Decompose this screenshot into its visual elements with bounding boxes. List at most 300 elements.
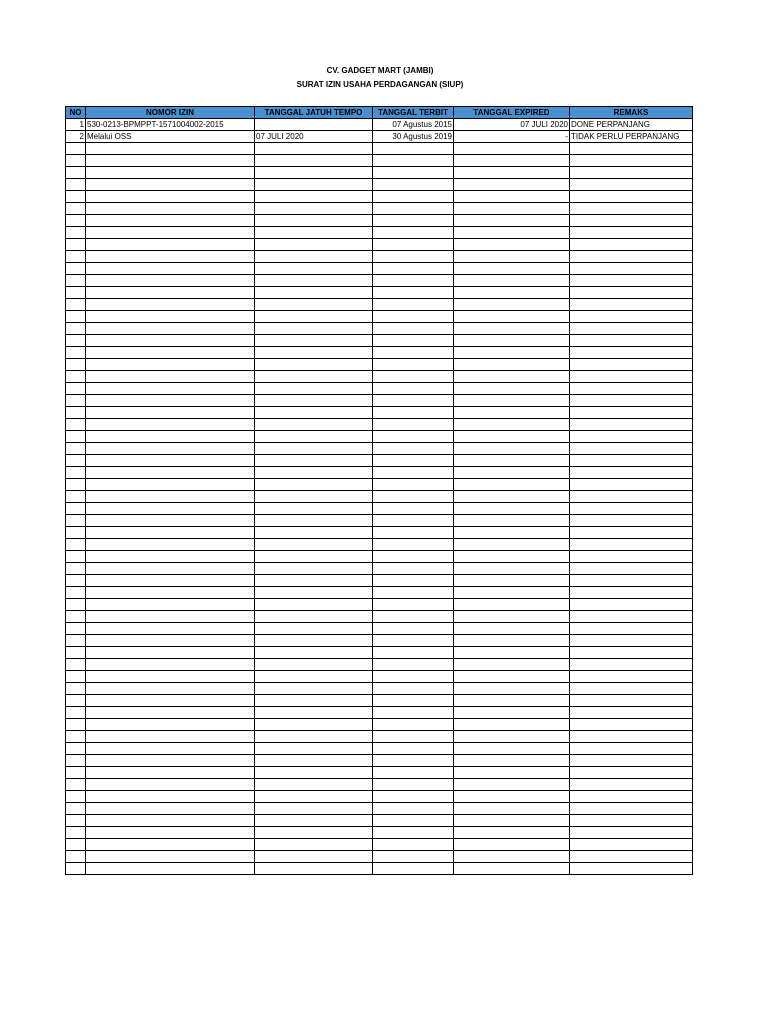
empty-cell xyxy=(454,635,570,647)
empty-row xyxy=(66,671,693,683)
empty-row xyxy=(66,407,693,419)
empty-cell xyxy=(66,179,86,191)
empty-cell xyxy=(373,215,454,227)
empty-cell xyxy=(454,239,570,251)
empty-cell xyxy=(570,527,693,539)
empty-cell xyxy=(86,767,255,779)
empty-cell xyxy=(373,743,454,755)
empty-row xyxy=(66,299,693,311)
empty-cell xyxy=(570,455,693,467)
empty-cell xyxy=(373,359,454,371)
empty-row xyxy=(66,719,693,731)
empty-cell xyxy=(255,335,373,347)
empty-cell xyxy=(66,611,86,623)
empty-cell xyxy=(570,167,693,179)
empty-cell xyxy=(454,671,570,683)
empty-row xyxy=(66,359,693,371)
empty-cell xyxy=(66,491,86,503)
empty-row xyxy=(66,371,693,383)
empty-cell xyxy=(373,839,454,851)
empty-cell xyxy=(86,383,255,395)
empty-cell xyxy=(66,647,86,659)
empty-cell xyxy=(373,275,454,287)
cell-no: 2 xyxy=(66,131,86,143)
empty-cell xyxy=(86,419,255,431)
empty-cell xyxy=(255,503,373,515)
empty-row xyxy=(66,455,693,467)
empty-cell xyxy=(454,323,570,335)
empty-cell xyxy=(373,323,454,335)
empty-cell xyxy=(66,731,86,743)
table-row xyxy=(66,119,693,131)
empty-cell xyxy=(570,263,693,275)
empty-row xyxy=(66,587,693,599)
empty-cell xyxy=(570,707,693,719)
empty-cell xyxy=(570,323,693,335)
header-tanggal-jatuh-tempo: TANGGAL JATUH TEMPO xyxy=(255,107,373,119)
empty-cell xyxy=(86,695,255,707)
empty-row xyxy=(66,515,693,527)
empty-cell xyxy=(66,803,86,815)
empty-cell xyxy=(373,383,454,395)
empty-cell xyxy=(86,347,255,359)
empty-cell xyxy=(86,839,255,851)
empty-cell xyxy=(255,287,373,299)
empty-cell xyxy=(255,611,373,623)
cell-remaks: DONE PERPANJANG xyxy=(570,119,693,131)
empty-cell xyxy=(255,215,373,227)
empty-cell xyxy=(373,539,454,551)
empty-cell xyxy=(373,647,454,659)
empty-cell xyxy=(373,803,454,815)
empty-row xyxy=(66,347,693,359)
empty-cell xyxy=(454,275,570,287)
empty-cell xyxy=(454,287,570,299)
empty-cell xyxy=(255,623,373,635)
empty-cell xyxy=(373,707,454,719)
empty-cell xyxy=(373,671,454,683)
empty-cell xyxy=(570,491,693,503)
empty-row xyxy=(66,563,693,575)
empty-cell xyxy=(86,575,255,587)
empty-cell xyxy=(570,695,693,707)
empty-cell xyxy=(373,851,454,863)
empty-cell xyxy=(454,755,570,767)
empty-cell xyxy=(373,395,454,407)
empty-cell xyxy=(86,311,255,323)
empty-cell xyxy=(570,383,693,395)
empty-cell xyxy=(454,395,570,407)
empty-cell xyxy=(255,239,373,251)
empty-cell xyxy=(454,863,570,875)
cell-tanggal-jatuh-tempo xyxy=(255,119,373,131)
empty-row xyxy=(66,647,693,659)
empty-cell xyxy=(570,275,693,287)
header-tanggal-expired: TANGGAL EXPIRED xyxy=(454,107,570,119)
empty-cell xyxy=(255,191,373,203)
empty-cell xyxy=(86,719,255,731)
empty-cell xyxy=(66,599,86,611)
empty-row xyxy=(66,551,693,563)
empty-cell xyxy=(373,683,454,695)
empty-cell xyxy=(66,659,86,671)
empty-cell xyxy=(86,335,255,347)
empty-cell xyxy=(373,815,454,827)
empty-row xyxy=(66,395,693,407)
empty-cell xyxy=(66,323,86,335)
empty-cell xyxy=(454,479,570,491)
empty-cell xyxy=(86,659,255,671)
empty-cell xyxy=(570,515,693,527)
empty-cell xyxy=(570,671,693,683)
empty-cell xyxy=(255,647,373,659)
empty-cell xyxy=(454,695,570,707)
empty-row xyxy=(66,419,693,431)
empty-cell xyxy=(255,359,373,371)
empty-cell xyxy=(86,851,255,863)
empty-cell xyxy=(66,527,86,539)
empty-row xyxy=(66,815,693,827)
empty-row xyxy=(66,503,693,515)
empty-cell xyxy=(66,143,86,155)
empty-cell xyxy=(454,719,570,731)
empty-cell xyxy=(86,611,255,623)
empty-cell xyxy=(255,791,373,803)
empty-cell xyxy=(86,407,255,419)
empty-cell xyxy=(570,611,693,623)
empty-cell xyxy=(570,191,693,203)
empty-cell xyxy=(255,563,373,575)
empty-cell xyxy=(66,215,86,227)
empty-cell xyxy=(570,647,693,659)
empty-cell xyxy=(454,599,570,611)
empty-cell xyxy=(86,599,255,611)
empty-cell xyxy=(66,683,86,695)
empty-cell xyxy=(570,227,693,239)
empty-cell xyxy=(454,359,570,371)
empty-cell xyxy=(373,731,454,743)
empty-cell xyxy=(373,347,454,359)
empty-cell xyxy=(454,647,570,659)
empty-cell xyxy=(570,791,693,803)
empty-cell xyxy=(454,503,570,515)
empty-cell xyxy=(66,839,86,851)
empty-cell xyxy=(86,527,255,539)
empty-cell xyxy=(570,755,693,767)
empty-cell xyxy=(66,371,86,383)
cell-nomor-izin: 530-0213-BPMPPT-1571004002-2015 xyxy=(86,119,255,131)
empty-cell xyxy=(373,515,454,527)
empty-cell xyxy=(255,587,373,599)
empty-cell xyxy=(86,683,255,695)
empty-cell xyxy=(373,503,454,515)
empty-cell xyxy=(570,467,693,479)
empty-row xyxy=(66,467,693,479)
empty-cell xyxy=(454,491,570,503)
empty-cell xyxy=(86,191,255,203)
empty-cell xyxy=(255,299,373,311)
empty-cell xyxy=(454,143,570,155)
empty-cell xyxy=(255,395,373,407)
empty-cell xyxy=(255,827,373,839)
empty-cell xyxy=(86,827,255,839)
empty-cell xyxy=(66,575,86,587)
empty-cell xyxy=(454,815,570,827)
empty-cell xyxy=(454,611,570,623)
empty-cell xyxy=(570,287,693,299)
empty-cell xyxy=(86,371,255,383)
company-title: CV. GADGET MART (JAMBI) xyxy=(326,66,434,75)
empty-cell xyxy=(454,455,570,467)
empty-cell xyxy=(373,599,454,611)
empty-cell xyxy=(86,587,255,599)
empty-cell xyxy=(66,335,86,347)
empty-cell xyxy=(454,167,570,179)
empty-cell xyxy=(373,143,454,155)
empty-cell xyxy=(570,371,693,383)
empty-row xyxy=(66,791,693,803)
empty-cell xyxy=(454,563,570,575)
empty-cell xyxy=(255,263,373,275)
empty-cell xyxy=(86,239,255,251)
empty-row xyxy=(66,683,693,695)
empty-cell xyxy=(66,383,86,395)
empty-cell xyxy=(255,155,373,167)
empty-cell xyxy=(255,467,373,479)
empty-cell xyxy=(570,359,693,371)
cell-tanggal-terbit: 30 Agustus 2019 xyxy=(373,131,454,143)
empty-row xyxy=(66,575,693,587)
empty-cell xyxy=(255,275,373,287)
empty-cell xyxy=(255,227,373,239)
empty-cell xyxy=(66,467,86,479)
empty-cell xyxy=(66,227,86,239)
empty-cell xyxy=(86,803,255,815)
empty-cell xyxy=(66,251,86,263)
empty-cell xyxy=(86,731,255,743)
table-header-row xyxy=(66,107,693,119)
empty-cell xyxy=(373,755,454,767)
cell-tanggal-terbit: 07 Agustus 2015 xyxy=(373,119,454,131)
empty-cell xyxy=(255,143,373,155)
empty-row xyxy=(66,599,693,611)
empty-cell xyxy=(86,623,255,635)
empty-cell xyxy=(454,683,570,695)
empty-cell xyxy=(570,863,693,875)
empty-cell xyxy=(255,635,373,647)
empty-cell xyxy=(86,203,255,215)
empty-cell xyxy=(454,371,570,383)
empty-cell xyxy=(66,359,86,371)
empty-cell xyxy=(66,671,86,683)
empty-cell xyxy=(86,791,255,803)
empty-cell xyxy=(66,719,86,731)
empty-cell xyxy=(454,827,570,839)
empty-cell xyxy=(255,203,373,215)
empty-cell xyxy=(373,179,454,191)
empty-cell xyxy=(66,287,86,299)
empty-cell xyxy=(86,503,255,515)
empty-cell xyxy=(373,263,454,275)
empty-cell xyxy=(255,815,373,827)
empty-cell xyxy=(454,731,570,743)
empty-cell xyxy=(66,155,86,167)
empty-cell xyxy=(255,371,373,383)
empty-row xyxy=(66,227,693,239)
empty-cell xyxy=(454,803,570,815)
empty-cell xyxy=(86,287,255,299)
empty-cell xyxy=(570,443,693,455)
empty-cell xyxy=(66,779,86,791)
empty-cell xyxy=(570,563,693,575)
empty-row xyxy=(66,779,693,791)
empty-row xyxy=(66,767,693,779)
empty-cell xyxy=(255,755,373,767)
empty-cell xyxy=(373,719,454,731)
empty-row xyxy=(66,383,693,395)
empty-cell xyxy=(454,203,570,215)
empty-cell xyxy=(373,611,454,623)
empty-cell xyxy=(66,503,86,515)
empty-cell xyxy=(454,623,570,635)
empty-cell xyxy=(454,779,570,791)
empty-cell xyxy=(86,443,255,455)
empty-cell xyxy=(454,743,570,755)
empty-cell xyxy=(373,479,454,491)
empty-cell xyxy=(86,467,255,479)
empty-row xyxy=(66,443,693,455)
empty-cell xyxy=(570,251,693,263)
empty-cell xyxy=(86,263,255,275)
empty-cell xyxy=(373,695,454,707)
empty-cell xyxy=(454,191,570,203)
empty-cell xyxy=(570,431,693,443)
empty-cell xyxy=(570,815,693,827)
empty-row xyxy=(66,659,693,671)
empty-row xyxy=(66,635,693,647)
empty-cell xyxy=(86,815,255,827)
empty-cell xyxy=(454,155,570,167)
empty-row xyxy=(66,731,693,743)
empty-cell xyxy=(86,215,255,227)
empty-cell xyxy=(373,419,454,431)
empty-cell xyxy=(255,659,373,671)
header-remaks: REMAKS xyxy=(570,107,693,119)
empty-cell xyxy=(373,767,454,779)
empty-cell xyxy=(570,539,693,551)
empty-cell xyxy=(66,695,86,707)
empty-cell xyxy=(255,599,373,611)
empty-cell xyxy=(570,299,693,311)
empty-cell xyxy=(86,671,255,683)
empty-cell xyxy=(454,587,570,599)
empty-cell xyxy=(454,227,570,239)
empty-cell xyxy=(255,551,373,563)
empty-cell xyxy=(570,143,693,155)
empty-cell xyxy=(570,599,693,611)
empty-row xyxy=(66,839,693,851)
empty-cell xyxy=(255,311,373,323)
empty-cell xyxy=(255,683,373,695)
empty-cell xyxy=(454,791,570,803)
empty-cell xyxy=(570,395,693,407)
empty-row xyxy=(66,827,693,839)
empty-cell xyxy=(570,587,693,599)
empty-cell xyxy=(373,155,454,167)
empty-cell xyxy=(570,683,693,695)
empty-cell xyxy=(454,299,570,311)
empty-cell xyxy=(373,311,454,323)
empty-row xyxy=(66,755,693,767)
empty-cell xyxy=(373,443,454,455)
empty-row xyxy=(66,263,693,275)
empty-cell xyxy=(66,299,86,311)
document-header xyxy=(0,64,760,92)
empty-cell xyxy=(570,311,693,323)
empty-cell xyxy=(373,299,454,311)
empty-cell xyxy=(66,791,86,803)
empty-row xyxy=(66,491,693,503)
empty-cell xyxy=(255,851,373,863)
empty-row xyxy=(66,143,693,155)
empty-row xyxy=(66,479,693,491)
empty-cell xyxy=(86,551,255,563)
empty-cell xyxy=(255,179,373,191)
empty-row xyxy=(66,695,693,707)
empty-cell xyxy=(570,551,693,563)
empty-cell xyxy=(86,275,255,287)
empty-cell xyxy=(255,839,373,851)
empty-cell xyxy=(454,419,570,431)
empty-row xyxy=(66,431,693,443)
empty-cell xyxy=(570,839,693,851)
empty-cell xyxy=(570,335,693,347)
empty-cell xyxy=(454,707,570,719)
empty-cell xyxy=(373,779,454,791)
empty-row xyxy=(66,215,693,227)
empty-cell xyxy=(454,431,570,443)
empty-cell xyxy=(255,251,373,263)
empty-cell xyxy=(373,791,454,803)
empty-cell xyxy=(86,743,255,755)
empty-cell xyxy=(255,539,373,551)
empty-row xyxy=(66,251,693,263)
empty-cell xyxy=(255,323,373,335)
empty-cell xyxy=(255,575,373,587)
empty-cell xyxy=(66,563,86,575)
empty-cell xyxy=(255,863,373,875)
empty-cell xyxy=(86,491,255,503)
empty-cell xyxy=(454,335,570,347)
cell-no: 1 xyxy=(66,119,86,131)
empty-cell xyxy=(86,395,255,407)
empty-cell xyxy=(86,779,255,791)
empty-cell xyxy=(86,179,255,191)
empty-cell xyxy=(570,659,693,671)
empty-cell xyxy=(570,215,693,227)
empty-cell xyxy=(570,239,693,251)
empty-cell xyxy=(255,803,373,815)
empty-cell xyxy=(255,479,373,491)
empty-cell xyxy=(66,419,86,431)
empty-cell xyxy=(66,827,86,839)
empty-cell xyxy=(66,347,86,359)
document-subtitle: SURAT IZIN USAHA PERDAGANGAN (SIUP) xyxy=(296,80,464,89)
empty-cell xyxy=(255,383,373,395)
empty-cell xyxy=(66,479,86,491)
empty-cell xyxy=(66,407,86,419)
empty-row xyxy=(66,743,693,755)
